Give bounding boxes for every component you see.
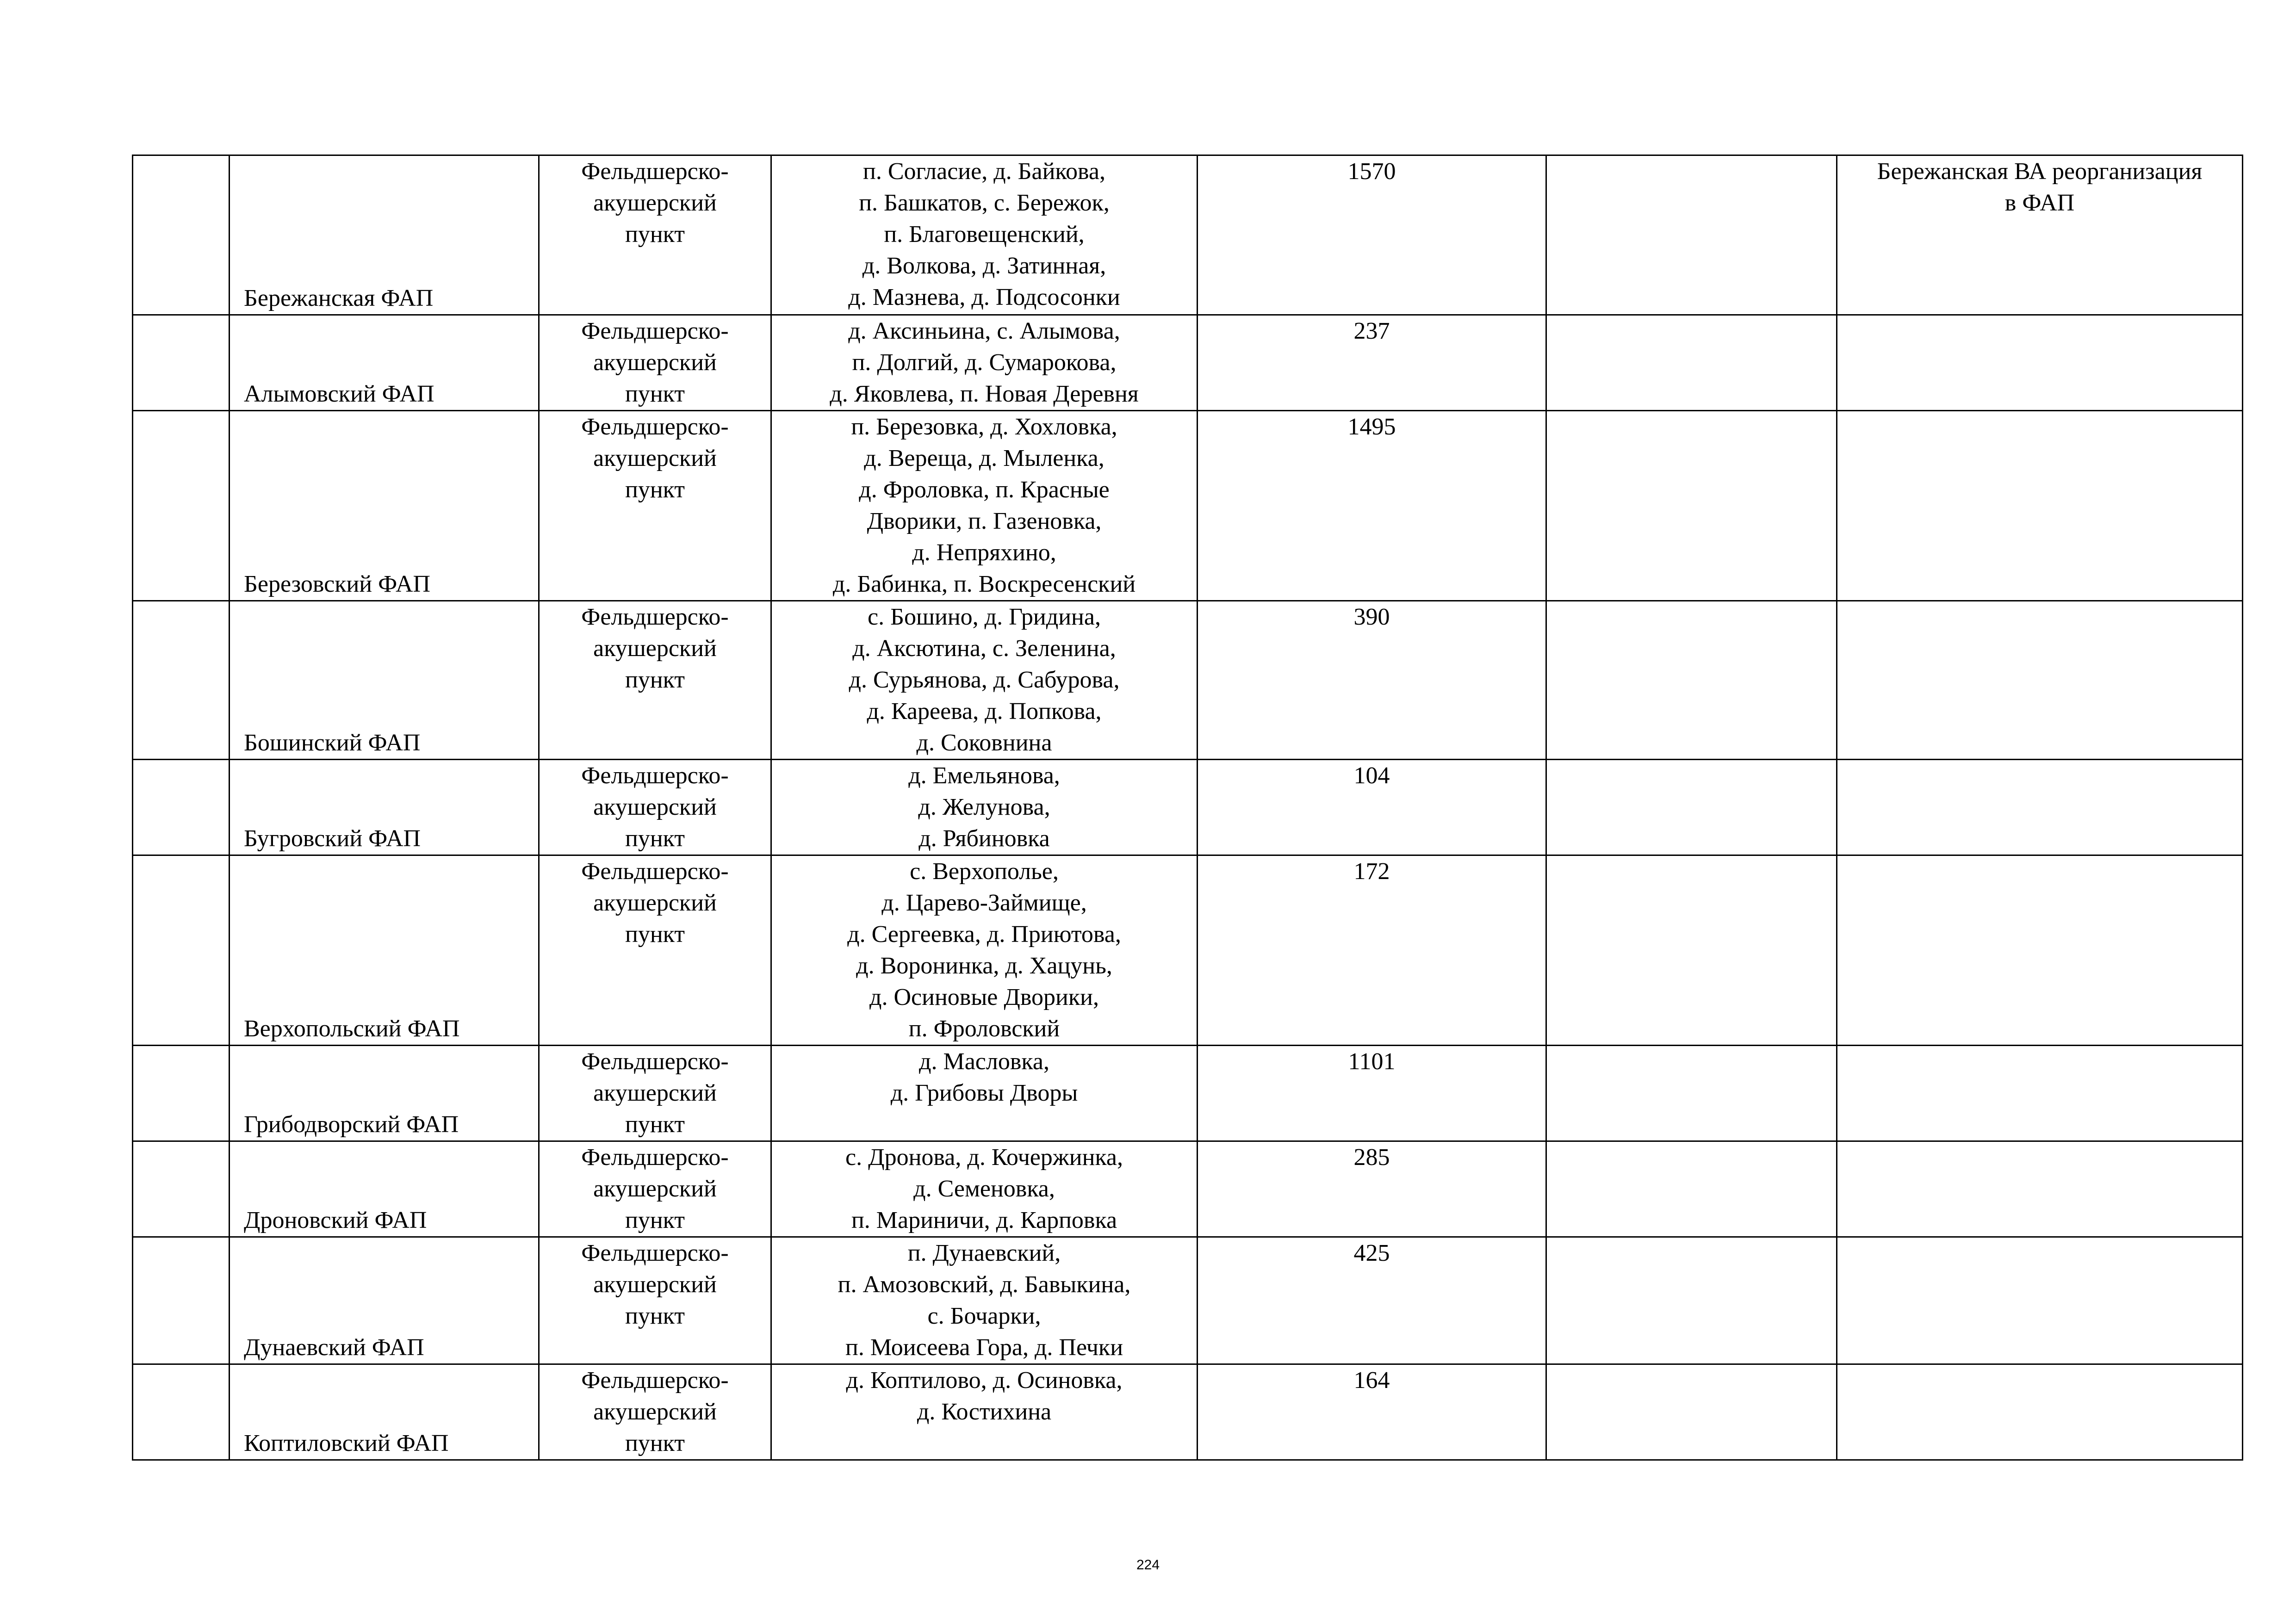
service-area-cell-line: д. Грибовы Дворы bbox=[890, 1080, 1078, 1106]
facility-type-cell-line: акушерский bbox=[593, 1399, 717, 1425]
table-row bbox=[133, 760, 2243, 855]
note-cell bbox=[1837, 1237, 2243, 1364]
service-area-cell bbox=[771, 1141, 1198, 1237]
population-cell: 1101 bbox=[1198, 1046, 1546, 1141]
population-cell: 285 bbox=[1198, 1141, 1546, 1237]
population-cell: 1570 bbox=[1198, 155, 1546, 315]
service-area-cell-line: д. Коптилово, д. Осиновка, bbox=[846, 1367, 1123, 1394]
table-row bbox=[133, 155, 2243, 315]
facility-name-cell: Дроновский ФАП bbox=[230, 1141, 539, 1237]
service-area-cell-line: д. Желунова, bbox=[918, 794, 1050, 820]
service-area-cell-line: д. Соковнина bbox=[916, 730, 1052, 756]
service-area-cell-line: с. Верхополье, bbox=[910, 858, 1059, 885]
facility-type-cell-line: Фельдшерско- bbox=[581, 762, 729, 789]
service-area-cell-line: д. Бабинка, п. Воскресенский bbox=[832, 571, 1136, 597]
facility-type-cell-line: пункт bbox=[625, 1111, 685, 1138]
population-cell: 237 bbox=[1198, 315, 1546, 411]
service-area-cell bbox=[771, 411, 1198, 601]
note-cell bbox=[1837, 760, 2243, 855]
service-area-cell bbox=[771, 855, 1198, 1046]
service-area-cell-line: д. Осиновые Дворики, bbox=[869, 984, 1099, 1010]
facility-name-cell: Бугровский ФАП bbox=[230, 760, 539, 855]
service-area-cell-line: д. Аксютина, с. Зеленина, bbox=[852, 635, 1116, 662]
service-area-cell-line: д. Сурьянова, д. Сабурова, bbox=[849, 667, 1120, 693]
facility-type-cell-line: Фельдшерско- bbox=[581, 1144, 729, 1171]
facility-type-cell-line: акушерский bbox=[593, 635, 717, 662]
service-area-cell-line: д. Семеновка, bbox=[913, 1176, 1055, 1202]
facility-type-cell bbox=[539, 601, 771, 760]
facility-type-cell bbox=[539, 315, 771, 411]
table-row bbox=[133, 315, 2243, 411]
facility-name-cell: Грибодворский ФАП bbox=[230, 1046, 539, 1141]
facility-type-cell-line: пункт bbox=[625, 477, 685, 503]
row-number-cell bbox=[133, 315, 230, 411]
facility-name-cell: Верхопольский ФАП bbox=[230, 855, 539, 1046]
note-cell bbox=[1837, 855, 2243, 1046]
table-row bbox=[133, 1141, 2243, 1237]
facility-type-cell bbox=[539, 155, 771, 315]
facility-type-cell bbox=[539, 855, 771, 1046]
row-number-cell bbox=[133, 601, 230, 760]
service-area-cell-line: п. Башкатов, с. Бережок, bbox=[859, 190, 1110, 216]
table-row bbox=[133, 1046, 2243, 1141]
facility-name-cell: Березовский ФАП bbox=[230, 411, 539, 601]
note-cell bbox=[1837, 1046, 2243, 1141]
service-area-cell-line: д. Яковлева, п. Новая Деревня bbox=[830, 381, 1139, 407]
facility-type-cell-line: Фельдшерско- bbox=[581, 858, 729, 885]
service-area-cell bbox=[771, 155, 1198, 315]
facility-type-cell-line: пункт bbox=[625, 1207, 685, 1233]
population-cell: 390 bbox=[1198, 601, 1546, 760]
note-cell bbox=[1837, 411, 2243, 601]
table-row bbox=[133, 601, 2243, 760]
service-area-cell-line: д. Волкова, д. Затинная, bbox=[862, 253, 1106, 279]
facility-type-cell-line: пункт bbox=[625, 221, 685, 248]
facility-type-cell bbox=[539, 760, 771, 855]
row-number-cell bbox=[133, 1237, 230, 1364]
service-area-cell-line: д. Сергеевка, д. Приютова, bbox=[847, 921, 1121, 948]
population-cell: 1495 bbox=[1198, 411, 1546, 601]
facility-type-cell bbox=[539, 1141, 771, 1237]
service-area-cell-line: д. Рябиновка bbox=[918, 825, 1050, 852]
facility-type-cell bbox=[539, 1237, 771, 1364]
empty-cell bbox=[1546, 855, 1837, 1046]
facility-type-cell-line: Фельдшерско- bbox=[581, 1240, 729, 1266]
service-area-cell-line: п. Дунаевский, bbox=[907, 1240, 1061, 1266]
table-row bbox=[133, 1237, 2243, 1364]
empty-cell bbox=[1546, 760, 1837, 855]
row-number-cell bbox=[133, 760, 230, 855]
empty-cell bbox=[1546, 315, 1837, 411]
service-area-cell-line: д. Кареева, д. Попкова, bbox=[867, 698, 1102, 725]
facility-type-cell-line: Фельдшерско- bbox=[581, 318, 729, 344]
service-area-cell-line: д. Непряхино, bbox=[912, 539, 1056, 566]
facility-type-cell-line: пункт bbox=[625, 667, 685, 693]
service-area-cell bbox=[771, 1364, 1198, 1460]
row-number-cell bbox=[133, 1364, 230, 1460]
service-area-cell-line: п. Моисеева Гора, д. Печки bbox=[845, 1334, 1123, 1361]
service-area-cell-line: д. Аксиньина, с. Алымова, bbox=[848, 318, 1120, 344]
empty-cell bbox=[1546, 601, 1837, 760]
row-number-cell bbox=[133, 855, 230, 1046]
empty-cell bbox=[1546, 1364, 1837, 1460]
service-area-cell bbox=[771, 760, 1198, 855]
facility-type-cell-line: акушерский bbox=[593, 1080, 717, 1106]
population-cell: 425 bbox=[1198, 1237, 1546, 1364]
facility-name-cell: Алымовский ФАП bbox=[230, 315, 539, 411]
facility-type-cell-line: акушерский bbox=[593, 890, 717, 916]
service-area-cell bbox=[771, 601, 1198, 760]
facility-type-cell bbox=[539, 1046, 771, 1141]
service-area-cell-line: д. Мазнева, д. Подсосонки bbox=[848, 284, 1120, 310]
population-cell: 104 bbox=[1198, 760, 1546, 855]
note-cell bbox=[1837, 315, 2243, 411]
facility-name-cell: Дунаевский ФАП bbox=[230, 1237, 539, 1364]
facility-type-cell-line: Фельдшерско- bbox=[581, 1367, 729, 1394]
empty-cell bbox=[1546, 1046, 1837, 1141]
facility-type-cell-line: Фельдшерско- bbox=[581, 1048, 729, 1075]
facility-type-cell-line: пункт bbox=[625, 825, 685, 852]
service-area-cell-line: д. Воронинка, д. Хацунь, bbox=[856, 953, 1112, 979]
empty-cell bbox=[1546, 1141, 1837, 1237]
row-number-cell bbox=[133, 155, 230, 315]
facility-type-cell-line: акушерский bbox=[593, 190, 717, 216]
facility-type-cell-line: акушерский bbox=[593, 349, 717, 376]
service-area-cell bbox=[771, 1046, 1198, 1141]
facility-type-cell-line: пункт bbox=[625, 921, 685, 948]
service-area-cell-line: д. Царево-Займище, bbox=[881, 890, 1087, 916]
service-area-cell-line: д. Масловка, bbox=[919, 1048, 1049, 1075]
facility-type-cell-line: Фельдшерско- bbox=[581, 604, 729, 630]
note-cell bbox=[1837, 601, 2243, 760]
note-cell-line: Бережанская ВА реорганизация bbox=[1877, 158, 2203, 185]
service-area-cell bbox=[771, 315, 1198, 411]
note-cell bbox=[1837, 1141, 2243, 1237]
facility-type-cell-line: акушерский bbox=[593, 1176, 717, 1202]
facility-type-cell-line: акушерский bbox=[593, 1271, 717, 1298]
service-area-cell-line: п. Мариничи, д. Карповка bbox=[851, 1207, 1117, 1233]
service-area-cell-line: Дворики, п. Газеновка, bbox=[867, 508, 1102, 534]
facility-name-cell: Коптиловский ФАП bbox=[230, 1364, 539, 1460]
facility-type-cell-line: Фельдшерско- bbox=[581, 158, 729, 185]
service-area-cell bbox=[771, 1237, 1198, 1364]
service-area-cell-line: п. Согласие, д. Байкова, bbox=[863, 158, 1105, 185]
service-area-cell-line: п. Благовещенский, bbox=[884, 221, 1085, 248]
population-cell: 172 bbox=[1198, 855, 1546, 1046]
note-cell bbox=[1837, 155, 2243, 315]
facility-name-cell: Бережанская ФАП bbox=[230, 155, 539, 315]
facility-type-cell-line: акушерский bbox=[593, 794, 717, 820]
row-number-cell bbox=[133, 1141, 230, 1237]
empty-cell bbox=[1546, 411, 1837, 601]
facilities-table bbox=[132, 155, 2243, 1461]
facility-type-cell-line: акушерский bbox=[593, 445, 717, 471]
population-cell: 164 bbox=[1198, 1364, 1546, 1460]
table-row bbox=[133, 855, 2243, 1046]
service-area-cell-line: д. Емельянова, bbox=[908, 762, 1060, 789]
service-area-cell-line: с. Бочарки, bbox=[927, 1303, 1041, 1329]
service-area-cell-line: п. Березовка, д. Хохловка, bbox=[851, 414, 1117, 440]
facility-type-cell-line: пункт bbox=[625, 1303, 685, 1329]
service-area-cell-line: д. Костихина bbox=[917, 1399, 1052, 1425]
facility-type-cell-line: пункт bbox=[625, 1430, 685, 1456]
table-row bbox=[133, 1364, 2243, 1460]
facility-type-cell-line: пункт bbox=[625, 381, 685, 407]
service-area-cell-line: п. Фроловский bbox=[908, 1016, 1060, 1042]
row-number-cell bbox=[133, 411, 230, 601]
service-area-cell-line: д. Фроловка, п. Красные bbox=[859, 477, 1110, 503]
facility-type-cell bbox=[539, 1364, 771, 1460]
table-body bbox=[133, 155, 2243, 1460]
note-cell bbox=[1837, 1364, 2243, 1460]
facility-type-cell bbox=[539, 411, 771, 601]
service-area-cell-line: д. Вереща, д. Мыленка, bbox=[864, 445, 1105, 471]
facility-name-cell: Бошинский ФАП bbox=[230, 601, 539, 760]
facility-type-cell-line: Фельдшерско- bbox=[581, 414, 729, 440]
page-number: 224 bbox=[1136, 1557, 1160, 1573]
service-area-cell-line: п. Амозовский, д. Бавыкина, bbox=[838, 1271, 1131, 1298]
service-area-cell-line: п. Долгий, д. Сумарокова, bbox=[852, 349, 1117, 376]
table-row bbox=[133, 411, 2243, 601]
note-cell-line: в ФАП bbox=[2004, 190, 2075, 216]
service-area-cell-line: с. Бошино, д. Гридина, bbox=[868, 604, 1101, 630]
service-area-cell-line: с. Дронова, д. Кочержинка, bbox=[845, 1144, 1123, 1171]
row-number-cell bbox=[133, 1046, 230, 1141]
empty-cell bbox=[1546, 1237, 1837, 1364]
empty-cell bbox=[1546, 155, 1837, 315]
